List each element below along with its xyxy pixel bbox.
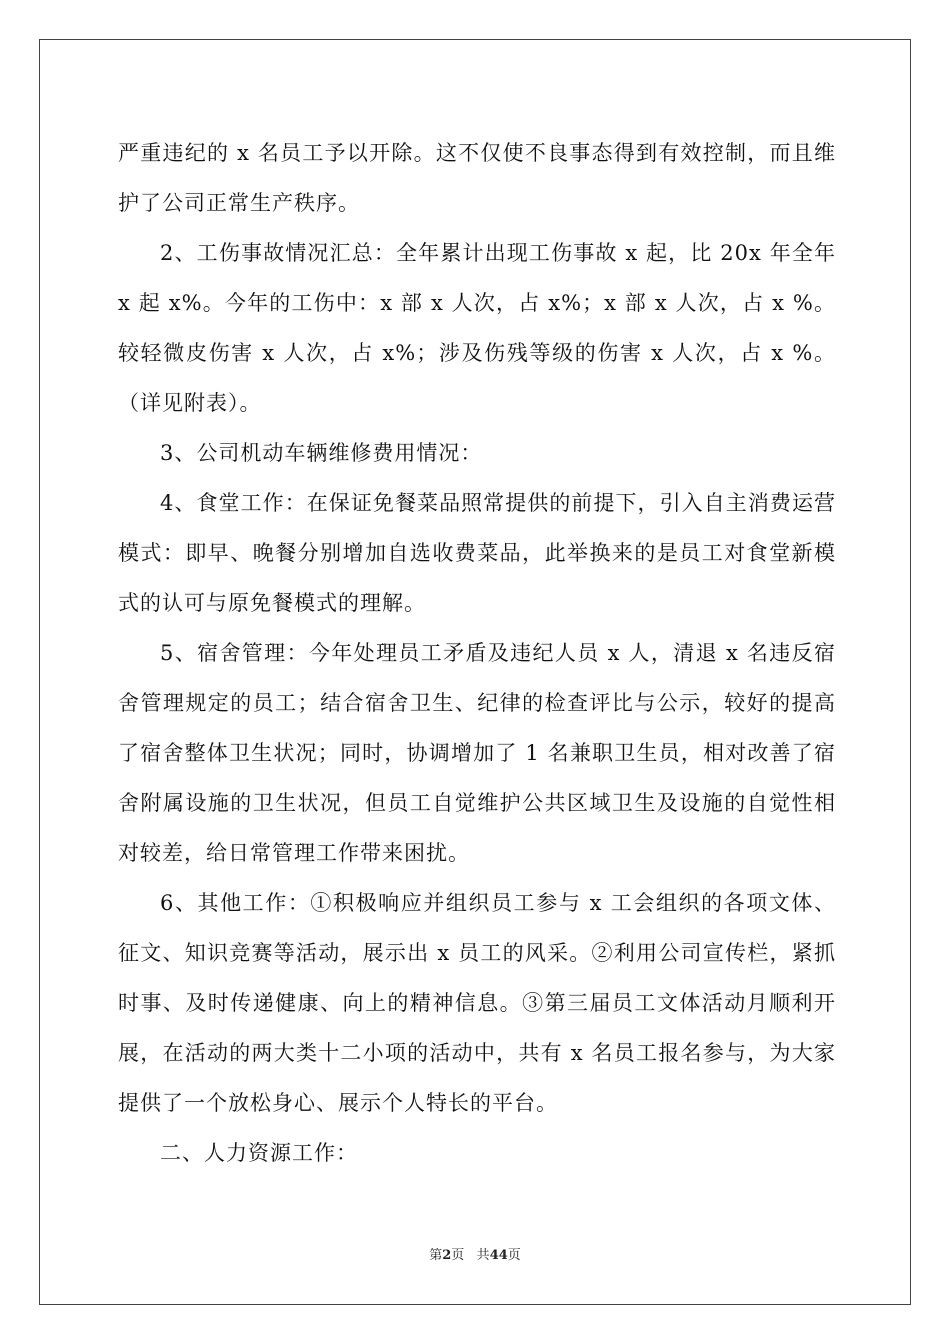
- paragraph-dormitory: 5、宿舍管理：今年处理员工矛盾及违纪人员 x 人，清退 x 名违反宿舍管理规定的员工；结合宿舍卫生、纪律的检查评比与公示，较好的提高了宿舍整体卫生状况；同时，协调增加了 1 名兼职卫生员，相对改善了宿舍附属设施的卫生状况，但员工自觉维护公共区域卫生及设施的自觉性相对较差，给日常管理工作带来困扰。: [118, 641, 836, 865]
- paragraph-work-injury: 2、工伤事故情况汇总：全年累计出现工伤事故 x 起，比 20x 年全年 x 起 x%。今年的工伤中：x 部 x 人次，占 x%；x 部 x 人次，占 x %。较轻微皮伤害 x 人次，占 x%；涉及伤残等级的伤害 x 人次，占 x %。（详见附表）。: [118, 241, 836, 415]
- section-heading-hr: 二、人力资源工作：: [160, 1141, 358, 1165]
- footer-page-suffix: 页: [451, 1248, 465, 1263]
- paragraph-canteen: 4、食堂工作：在保证免餐菜品照常提供的前提下，引入自主消费运营模式：即早、晚餐分别增加自选收费菜品，此举换来的是员工对食堂新模式的认可与原免餐模式的理解。: [118, 491, 836, 615]
- footer-total-prefix: 共: [476, 1248, 490, 1263]
- document-body: [118, 128, 836, 1178]
- page-footer: [0, 1246, 950, 1266]
- footer-total-pages: 44: [489, 1248, 508, 1263]
- paragraph-vehicle-maintenance: 3、公司机动车辆维修费用情况：: [160, 441, 483, 465]
- paragraph-continued: 严重违纪的 x 名员工予以开除。这不仅使不良事态得到有效控制，而且维护了公司正常生产秩序。: [118, 141, 836, 215]
- footer-page-number: 2: [442, 1248, 452, 1263]
- paragraph-other-work: 6、其他工作：①积极响应并组织员工参与 x 工会组织的各项文体、征文、知识竞赛等活动，展示出 x 员工的风采。②利用公司宣传栏，紧抓时事、及时传递健康、向上的精神信息。③第三届员工文体活动月顺利开展，在活动的两大类十二小项的活动中，共有 x 名员工报名参与，为大家提供了一个放松身心、展示个人特长的平台。: [118, 891, 836, 1115]
- footer-total-suffix: 页: [507, 1248, 521, 1263]
- footer-prefix: 第: [429, 1248, 443, 1263]
